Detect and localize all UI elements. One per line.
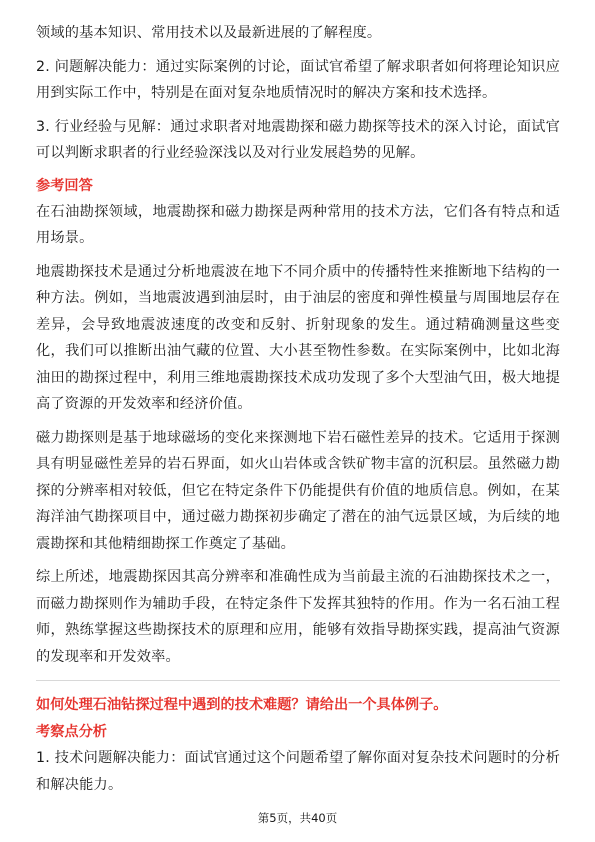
answer-paragraph-1: 在石油勘探领域，地震勘探和磁力勘探是两种常用的技术方法，它们各有特点和适用场景。 [36,203,560,246]
answer-paragraph-3: 磁力勘探则是基于地球磁场的变化来探测地下岩石磁性差异的技术。它适用于探测具有明显磁性差异的岩石界面，如火山岩体或含铁矿物丰富的沉积层。虽然磁力勘探的分辨率相对较低，但它在特定条件下仍能提供有价值的地质信息。例如，在某海洋油气勘探项目中，通过磁力勘探初步确定了潜在的油气远景区域，为后续的地震勘探和其他精细勘探工作奠定了基础。 [36,429,560,552]
page-number: 第5页，共40页 [257,811,338,825]
analysis-heading: 考察点分析 [36,724,107,740]
question-title: 如何处理石油钻探过程中遇到的技术难题？请给出一个具体例子。 [36,697,448,713]
page-content [36,20,560,805]
answer-paragraph-4: 综上所述，地震勘探因其高分辨率和准确性成为当前最主流的石油勘探技术之一，而磁力勘探则作为辅助手段，在特定条件下发挥其独特的作用。作为一名石油工程师，熟练掌握这些勘探技术的原理和应用，能够有效指导勘探实践，提高油气资源的发现率和开发效率。 [36,569,560,665]
intro-point-3: 3. 行业经验与见解：通过求职者对地震勘探和磁力勘探等技术的深入讨论，面试官可以判断求职者的行业经验深浅以及对行业发展趋势的见解。 [36,118,560,161]
intro-continuation: 领域的基本知识、常用技术以及最新进展的了解程度。 [36,25,382,41]
analysis-point-1: 1. 技术问题解决能力：面试官通过这个问题希望了解你面对复杂技术问题时的分析和解决能力。 [36,750,560,793]
section-divider [36,680,560,681]
answer-heading: 参考回答 [36,177,93,194]
intro-point-2: 2. 问题解决能力：通过实际案例的讨论，面试官希望了解求职者如何将理论知识应用到实际工作中，特别是在面对复杂地质情况时的解决方案和技术选择。 [36,58,560,101]
answer-paragraph-2: 地震勘探技术是通过分析地震波在地下不同介质中的传播特性来推断地下结构的一种方法。例如，当地震波遇到油层时，由于油层的密度和弹性模量与周围地层存在差异，会导致地震波速度的改变和反射、折射现象的发生。通过精确测量这些变化，我们可以推断出油气藏的位置、大小甚至物性参数。在实际案例中，比如北海油田的勘探过程中，利用三维地震勘探技术成功发现了多个大型油气田，极大地提高了资源的开发效率和经济价值。 [36,263,560,412]
